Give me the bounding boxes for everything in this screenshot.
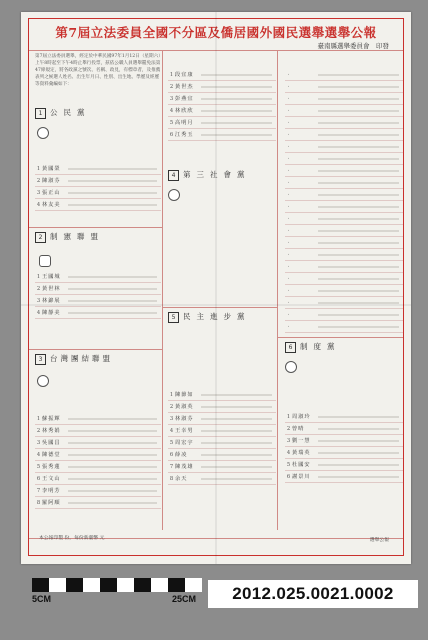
accession-number: 2012.025.0021.0002	[208, 580, 418, 608]
list-item: 5 杜國安	[285, 459, 403, 471]
continuation-list	[285, 69, 403, 333]
list-item: 7 陳茂雄	[168, 461, 276, 473]
list-item: ·	[285, 285, 403, 297]
party-1-logo-icon	[37, 127, 49, 139]
party-6-number: 6	[285, 342, 296, 353]
list-item: ·	[285, 153, 403, 165]
footer-note: 本公報印製 份，每份新臺幣 元	[39, 536, 105, 541]
list-item: 3 劉一慧	[285, 435, 403, 447]
party-3-candidate-list	[35, 413, 161, 509]
list-item: 3 林淑芬	[168, 413, 276, 425]
list-item: 4 王幸男	[168, 425, 276, 437]
party-4-logo-icon	[168, 189, 180, 201]
list-item: 6 王文山	[35, 473, 161, 485]
list-item: 2 黃淑英	[168, 401, 276, 413]
intro-paragraph: 第7屆立法委員選舉，經定於中華民國97年1月12日（星期六）上午8時起至下午4時止舉行投票，茲依公職人員選舉罷免法第47條規定，將各政黨之號次、名稱、政見，有標章者，及推薦表列之候選人姓名、出生年月日、性別、出生地、學歷及經歷等資料彙編如下：	[35, 54, 163, 87]
party-6-logo-icon	[285, 361, 297, 373]
party-2-logo-icon	[39, 255, 51, 267]
list-item: 3 林錦展	[35, 295, 161, 307]
list-item: 1 周淑玲	[285, 411, 403, 423]
list-item: 4 林欣欣	[168, 105, 276, 117]
list-item: 8 余天	[168, 473, 276, 485]
list-item: ·	[285, 201, 403, 213]
list-item: 3 彭燕宜	[168, 93, 276, 105]
party-5-rule	[162, 307, 277, 308]
list-item: ·	[285, 189, 403, 201]
list-item: ·	[285, 213, 403, 225]
party-4-number: 4	[168, 170, 179, 181]
list-item: 1 段宜康	[168, 69, 276, 81]
list-item: ·	[285, 225, 403, 237]
issuer-line: 臺南縣選舉委員會 印發	[317, 42, 389, 50]
list-item: ·	[285, 129, 403, 141]
footer-right: 選舉公報	[369, 538, 389, 543]
party-5-candidate-list	[168, 389, 276, 485]
scale-ruler	[32, 578, 202, 606]
list-item: ·	[285, 81, 403, 93]
list-item: 8 羅阿順	[35, 497, 161, 509]
party-1-candidate-list	[35, 163, 161, 211]
party-2-number: 2	[35, 232, 46, 243]
list-item: 3 張正山	[35, 187, 161, 199]
list-item: ·	[285, 237, 403, 249]
list-item: 4 陳靜美	[35, 307, 161, 319]
list-item: 4 林友美	[35, 199, 161, 211]
list-item: 5 周宏宇	[168, 437, 276, 449]
party-3-logo-icon	[37, 375, 49, 387]
party-2-rule	[29, 227, 162, 228]
list-item: 1 陳節如	[168, 389, 276, 401]
party-1-header	[35, 107, 91, 119]
list-item: ·	[285, 321, 403, 333]
list-item: 4 陳德堂	[35, 449, 161, 461]
list-item: 2 林秀娟	[35, 425, 161, 437]
list-item: 5 張秀蓮	[35, 461, 161, 473]
party-6-name: 制度黨	[300, 342, 341, 351]
list-item: 3 吳國昌	[35, 437, 161, 449]
party-1-number: 1	[35, 108, 46, 119]
party-6-header	[285, 341, 341, 353]
list-item: ·	[285, 69, 403, 81]
party-2-candidate-list	[35, 271, 161, 319]
column-divider-2	[277, 50, 278, 530]
list-item: 2 陳淑芬	[35, 175, 161, 187]
list-item: 7 李明芳	[35, 485, 161, 497]
election-bulletin-sheet	[21, 12, 411, 564]
list-item: ·	[285, 297, 403, 309]
party-1-name: 公民黨	[50, 108, 91, 117]
list-item: 4 黃瑞英	[285, 447, 403, 459]
list-item: ·	[285, 105, 403, 117]
list-item: 1 王國城	[35, 271, 161, 283]
party-4-top-list	[168, 69, 276, 141]
party-3-rule	[29, 349, 162, 350]
list-item: ·	[285, 141, 403, 153]
list-item: ·	[285, 261, 403, 273]
party-3-number: 3	[35, 354, 46, 365]
list-item: 6 江秀玉	[168, 129, 276, 141]
list-item: 1 蘇振輝	[35, 413, 161, 425]
list-item: ·	[285, 117, 403, 129]
ruler-right-label: 25CM	[172, 594, 197, 604]
party-4-name: 第三社會黨	[183, 170, 251, 179]
fold-crease-vertical	[215, 12, 217, 564]
list-item: 6 薛凌	[168, 449, 276, 461]
list-item: 1 黃國榮	[35, 163, 161, 175]
party-3-name: 台灣團結聯盟	[50, 354, 113, 363]
list-item: 2 黃世杰	[168, 81, 276, 93]
list-item: ·	[285, 309, 403, 321]
party-6-candidate-list	[285, 411, 403, 483]
fold-crease-horizontal	[21, 304, 411, 306]
list-item: 5 高明月	[168, 117, 276, 129]
party-5-header	[168, 311, 251, 323]
column-divider-1	[162, 50, 163, 530]
list-item: ·	[285, 93, 403, 105]
list-item: 2 黃世林	[35, 283, 161, 295]
party-3-header	[35, 353, 113, 365]
list-item: ·	[285, 177, 403, 189]
list-item: ·	[285, 273, 403, 285]
party-6-rule	[277, 337, 403, 338]
party-2-name: 制憲聯盟	[50, 232, 104, 241]
party-5-name: 民主進步黨	[183, 312, 251, 321]
list-item: ·	[285, 249, 403, 261]
party-4-header	[168, 169, 251, 181]
list-item: 6 謝景川	[285, 471, 403, 483]
ruler-left-label: 5CM	[32, 594, 52, 604]
party-5-number: 5	[168, 312, 179, 323]
party-2-header	[35, 231, 104, 243]
list-item: ·	[285, 165, 403, 177]
bulletin-title: 第7屆立法委員全國不分區及僑居國外國民選舉選舉公報	[55, 25, 377, 40]
list-item: 2 曾晴	[285, 423, 403, 435]
